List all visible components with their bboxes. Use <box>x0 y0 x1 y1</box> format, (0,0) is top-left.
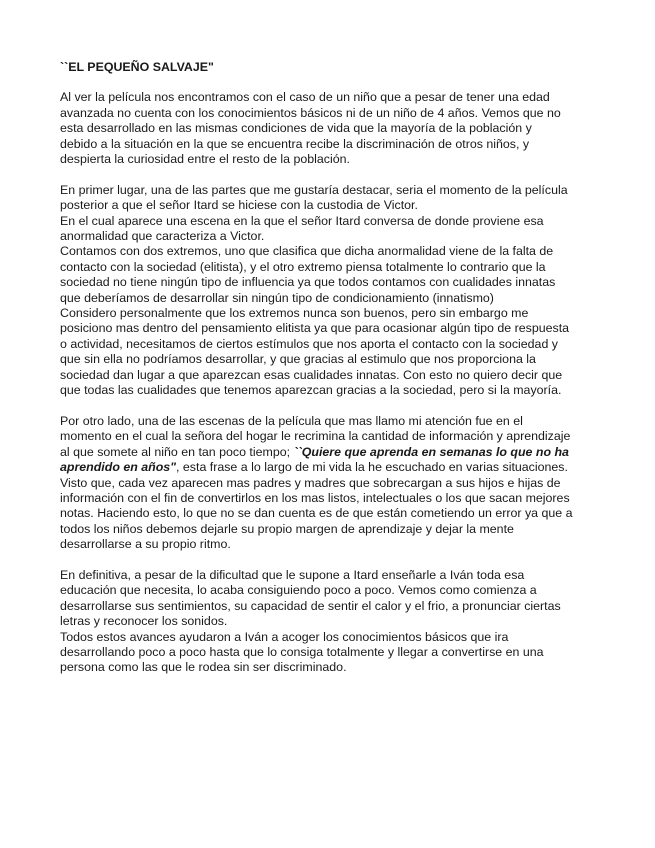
text-line: que todas las cualidades que tenemos aparezcan gracias a la sociedad, pero si la mayoría. <box>60 383 562 398</box>
text-line: Considero personalmente que los extremos nunca son buenos, pero sin embargo me <box>60 306 529 321</box>
text-line: Al ver la película nos encontramos con el caso de un niño que a pesar de tener una edad <box>60 90 550 105</box>
quote-text-end: aprendido en años" <box>60 460 177 475</box>
text-line: debido a la situación en la que se encuentra recibe la discriminación de otros niños, y <box>60 136 530 151</box>
text-line: desarrollarse a su propio ritmo. <box>60 537 231 552</box>
text-line-with-quote <box>60 460 600 475</box>
text-line: anormalidad que caracteriza a Victor. <box>60 229 265 244</box>
text-line: Contamos con dos extremos, uno que clasifica que dicha anormalidad viene de la falta de <box>60 244 554 259</box>
text-line: En primer lugar, una de las partes que me gustaría destacar, seria el momento de la película <box>60 182 568 197</box>
paragraph-conclusion <box>60 568 600 676</box>
text-line: notas. Haciendo esto, lo que no se dan cuenta es de que están cometiendo un error ya que a <box>60 506 573 521</box>
text-line: posterior a que el señor Itard se hiciese con la custodia de Victor. <box>60 198 418 213</box>
text-line: Visto que, cada vez aparecen mas padres y madres que sobrecargan a sus hijos e hijas de <box>60 475 561 490</box>
text-line: esta desarrollado en las mismas condiciones de vida que la mayoría de la población y <box>60 121 532 136</box>
text-line: desarrollando poco a poco hasta que lo consiga totalmente y llegar a convertirse en una <box>60 644 544 659</box>
text-line: despierta la curiosidad entre el resto de la población. <box>60 152 350 167</box>
text-line: Todos estos avances ayudaron a Iván a acoger los conocimientos básicos que ira <box>60 629 509 644</box>
text-line: sociedad no tiene ningún tipo de influencia ya que todos contamos con cualidades innatas <box>60 275 556 290</box>
text-line: letras y reconocer los sonidos. <box>60 614 228 629</box>
quote-text: ``Quiere que aprenda en semanas lo que no ha <box>293 444 569 459</box>
paragraph-extremes <box>60 183 600 399</box>
text-line: Por otro lado, una de las escenas de la película que mas llamo mi atención fue en el <box>60 413 523 428</box>
text-line: En definitiva, a pesar de la dificultad que le supone a Itard enseñarle a Iván toda esa <box>60 567 525 582</box>
text-line: o actividad, necesitamos de ciertos estímulos que nos aporta el contacto con la sociedad y <box>60 336 558 351</box>
text-line: que deberíamos de desarrollar sin ningún tipo de condicionamiento (innatismo) <box>60 290 494 305</box>
text-line: posiciono mas dentro del pensamiento elitista ya que para ocasionar algún tipo de respuesta <box>60 321 570 336</box>
text-line: contacto con la sociedad (elitista), y el otro extremo piensa totalmente lo contrario que la <box>60 259 546 274</box>
text-line: En el cual aparece una escena en la que el señor Itard conversa de donde proviene esa <box>60 213 544 228</box>
text-line: información con el fin de convertirlos en los mas listos, intelectuales o los que sacan mejores <box>60 490 570 505</box>
text-line: avanzada no cuenta con los conocimientos básicos ni de un niño de 4 años. Vemos que no <box>60 105 561 120</box>
document-page <box>60 60 600 691</box>
text-line: desarrollarse sus sentimientos, su capacidad de sentir el calor y el frio, a pronunciar ciertas <box>60 598 561 613</box>
text-line: educación que necesita, lo acaba consiguiendo poco a poco. Vemos como comienza a <box>60 583 537 598</box>
text-line: persona como las que le rodea sin ser discriminado. <box>60 660 347 675</box>
text-line: momento en el cual la señora del hogar le recrimina la cantidad de información y aprendizaje <box>60 429 571 444</box>
text-line: todos los niños debemos dejarle su propio margen de aprendizaje y dejar la mente <box>60 521 514 536</box>
text-line: que sin ella no podríamos desarrollar, y que gracias al estimulo que nos proporciona la <box>60 352 536 367</box>
quote-lead-text: al que somete al niño en tan poco tiempo; <box>60 444 294 459</box>
text-line-with-quote <box>60 445 600 460</box>
quote-trailing-text: , esta frase a lo largo de mi vida la he escuchado en varias situaciones. <box>176 460 568 475</box>
document-title: ``EL PEQUEÑO SALVAJE" <box>60 60 214 74</box>
paragraph-intro <box>60 90 600 167</box>
text-line: sociedad dan lugar a que aparezcan esas cualidades innatas. Con esto no quiero decir que <box>60 367 563 382</box>
paragraph-quote <box>60 414 600 553</box>
